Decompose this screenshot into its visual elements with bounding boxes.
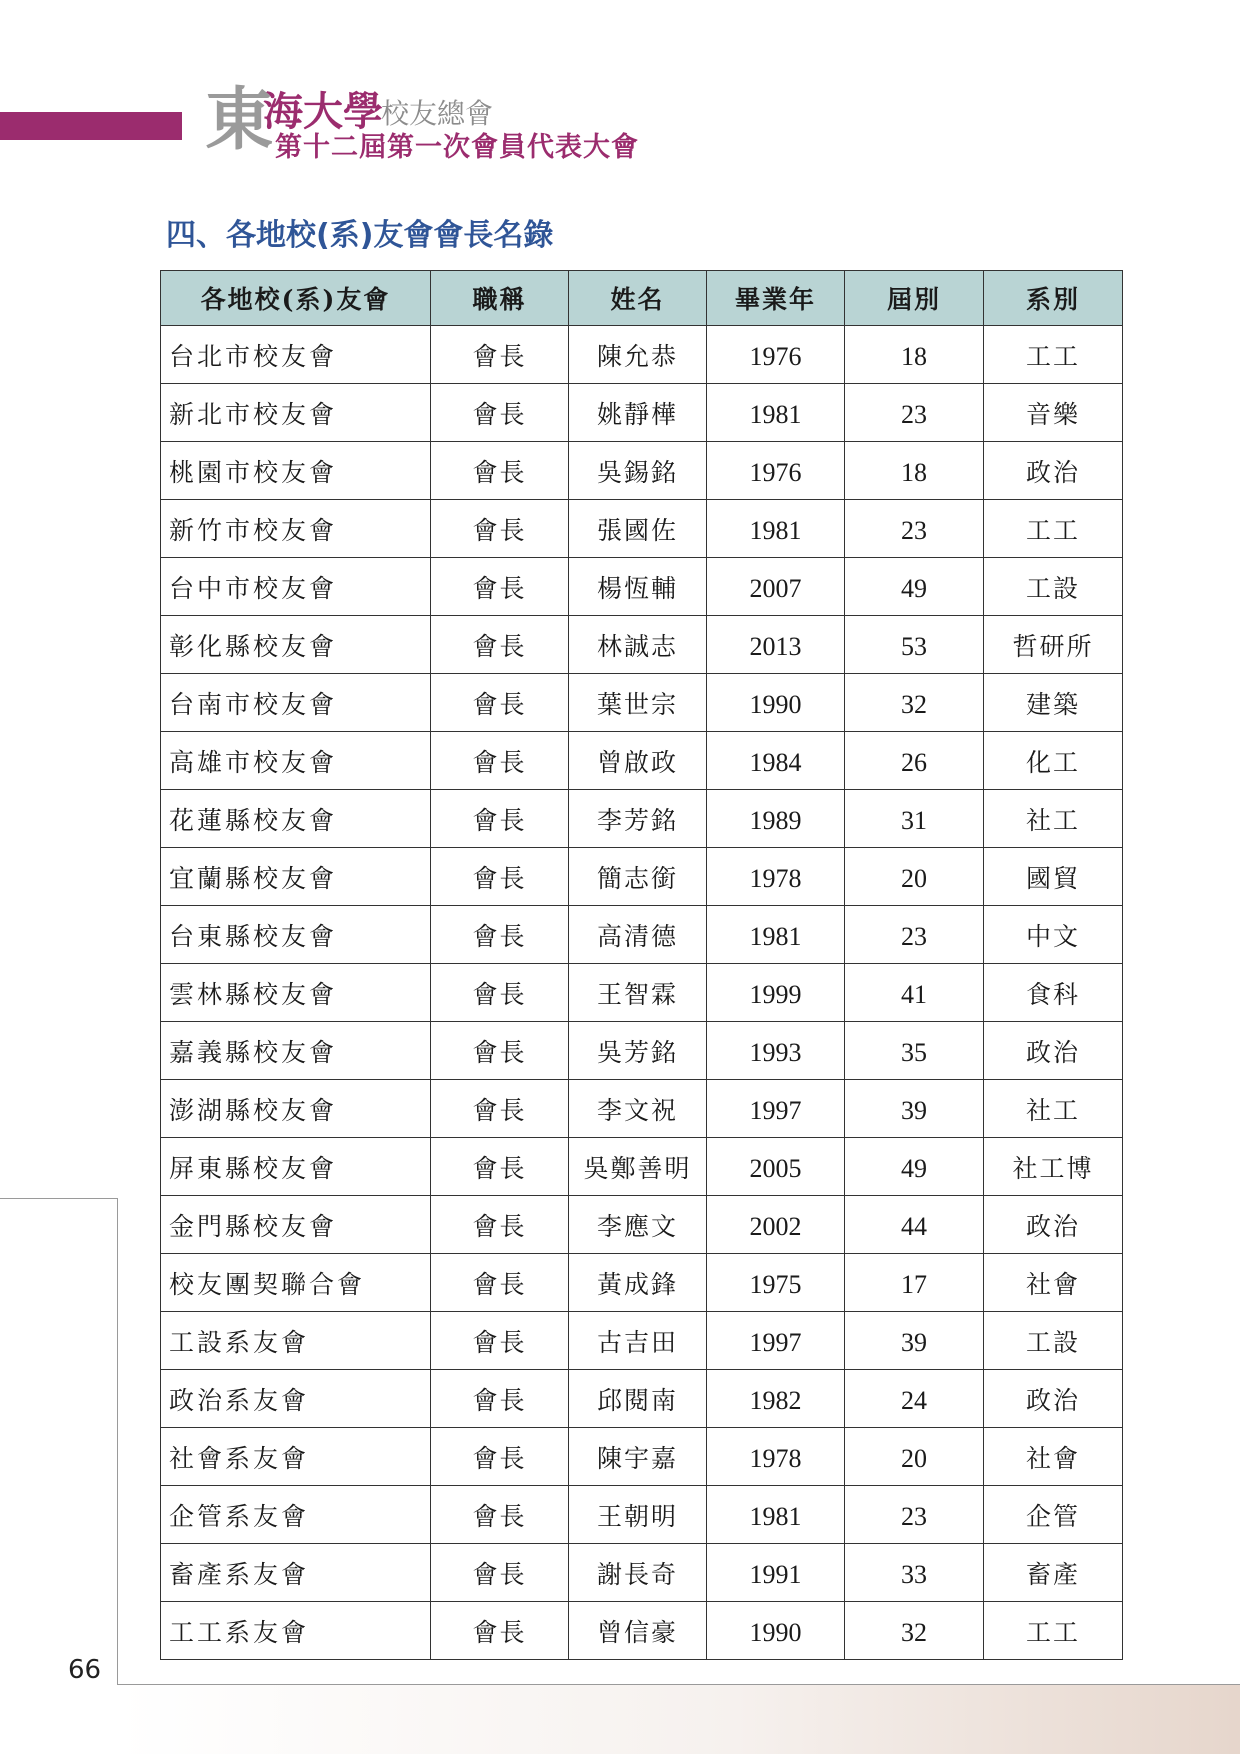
table-row	[161, 1080, 1123, 1138]
table-row	[161, 790, 1123, 848]
cell-association: 新竹市校友會	[161, 500, 431, 558]
cell-name: 謝長奇	[569, 1544, 707, 1602]
table-row	[161, 674, 1123, 732]
table-row	[161, 1486, 1123, 1544]
cell-department: 建築	[984, 674, 1123, 732]
cell-class-number: 41	[845, 964, 984, 1022]
cell-association: 企管系友會	[161, 1486, 431, 1544]
cell-department: 食科	[984, 964, 1123, 1022]
cell-department: 政治	[984, 1370, 1123, 1428]
cell-grad-year: 1981	[707, 1486, 845, 1544]
cell-class-number: 49	[845, 1138, 984, 1196]
presidents-roster-table	[160, 270, 1123, 1660]
cell-name: 黃成鋒	[569, 1254, 707, 1312]
cell-class-number: 35	[845, 1022, 984, 1080]
page-number: 66	[68, 1655, 102, 1685]
cell-title: 會長	[431, 848, 569, 906]
cell-association: 工設系友會	[161, 1312, 431, 1370]
cell-title: 會長	[431, 1370, 569, 1428]
cell-grad-year: 1999	[707, 964, 845, 1022]
table-row	[161, 1254, 1123, 1312]
table-row	[161, 732, 1123, 790]
cell-grad-year: 1981	[707, 906, 845, 964]
cell-name: 葉世宗	[569, 674, 707, 732]
cell-association: 台南市校友會	[161, 674, 431, 732]
table-row	[161, 1138, 1123, 1196]
cell-department: 國貿	[984, 848, 1123, 906]
cell-association: 宜蘭縣校友會	[161, 848, 431, 906]
cell-grad-year: 1993	[707, 1022, 845, 1080]
table-row	[161, 1312, 1123, 1370]
cell-grad-year: 1978	[707, 848, 845, 906]
cell-class-number: 20	[845, 848, 984, 906]
cell-association: 嘉義縣校友會	[161, 1022, 431, 1080]
table-row	[161, 384, 1123, 442]
cell-title: 會長	[431, 1080, 569, 1138]
cell-name: 陳允恭	[569, 326, 707, 384]
cell-class-number: 32	[845, 1602, 984, 1660]
header-grad-year: 畢業年	[707, 271, 845, 326]
cell-association: 澎湖縣校友會	[161, 1080, 431, 1138]
cell-name: 張國佐	[569, 500, 707, 558]
table-body	[161, 326, 1123, 1660]
header-title: 職稱	[431, 271, 569, 326]
cell-name: 李應文	[569, 1196, 707, 1254]
cell-department: 政治	[984, 1022, 1123, 1080]
table-row	[161, 1196, 1123, 1254]
cell-name: 古吉田	[569, 1312, 707, 1370]
cell-title: 會長	[431, 558, 569, 616]
cell-class-number: 23	[845, 1486, 984, 1544]
cell-department: 工工	[984, 1602, 1123, 1660]
cell-class-number: 26	[845, 732, 984, 790]
university-name: 海大學	[263, 88, 383, 135]
cell-grad-year: 1989	[707, 790, 845, 848]
cell-class-number: 44	[845, 1196, 984, 1254]
cell-title: 會長	[431, 1196, 569, 1254]
cell-grad-year: 1984	[707, 732, 845, 790]
table-row	[161, 1544, 1123, 1602]
cell-department: 音樂	[984, 384, 1123, 442]
cell-name: 陳宇嘉	[569, 1428, 707, 1486]
cell-department: 企管	[984, 1486, 1123, 1544]
cell-association: 彰化縣校友會	[161, 616, 431, 674]
cell-title: 會長	[431, 1486, 569, 1544]
cell-department: 社工	[984, 790, 1123, 848]
table-row	[161, 964, 1123, 1022]
header-accent-bar	[0, 112, 182, 140]
cell-class-number: 39	[845, 1080, 984, 1138]
cell-name: 王智霖	[569, 964, 707, 1022]
table-header-row	[161, 271, 1123, 326]
cell-class-number: 17	[845, 1254, 984, 1312]
cell-grad-year: 1991	[707, 1544, 845, 1602]
cell-title: 會長	[431, 1022, 569, 1080]
cell-grad-year: 2002	[707, 1196, 845, 1254]
cell-title: 會長	[431, 616, 569, 674]
frame-line	[0, 1198, 118, 1199]
cell-name: 邱閱南	[569, 1370, 707, 1428]
cell-class-number: 23	[845, 500, 984, 558]
cell-title: 會長	[431, 732, 569, 790]
cell-association: 台東縣校友會	[161, 906, 431, 964]
cell-title: 會長	[431, 1602, 569, 1660]
cell-department: 政治	[984, 1196, 1123, 1254]
cell-grad-year: 1976	[707, 442, 845, 500]
cell-department: 畜產	[984, 1544, 1123, 1602]
cell-association: 政治系友會	[161, 1370, 431, 1428]
table-row	[161, 442, 1123, 500]
table-row	[161, 616, 1123, 674]
cell-department: 社會	[984, 1428, 1123, 1486]
table-row	[161, 1602, 1123, 1660]
cell-name: 楊恆輔	[569, 558, 707, 616]
cell-grad-year: 1978	[707, 1428, 845, 1486]
cell-class-number: 32	[845, 674, 984, 732]
cell-class-number: 53	[845, 616, 984, 674]
cell-title: 會長	[431, 442, 569, 500]
cell-department: 化工	[984, 732, 1123, 790]
cell-name: 姚靜樺	[569, 384, 707, 442]
cell-class-number: 23	[845, 906, 984, 964]
cell-name: 吳芳銘	[569, 1022, 707, 1080]
cell-grad-year: 1990	[707, 674, 845, 732]
cell-grad-year: 1997	[707, 1080, 845, 1138]
cell-grad-year: 1976	[707, 326, 845, 384]
frame-line	[117, 1198, 118, 1684]
table-row	[161, 558, 1123, 616]
cell-title: 會長	[431, 964, 569, 1022]
cell-department: 中文	[984, 906, 1123, 964]
cell-association: 台北市校友會	[161, 326, 431, 384]
cell-title: 會長	[431, 674, 569, 732]
cell-association: 校友團契聯合會	[161, 1254, 431, 1312]
cell-grad-year: 1981	[707, 384, 845, 442]
cell-title: 會長	[431, 1312, 569, 1370]
meeting-title: 第十二屆第一次會員代表大會	[275, 132, 639, 163]
cell-department: 工設	[984, 1312, 1123, 1370]
table-row	[161, 500, 1123, 558]
footer-band	[118, 1685, 1240, 1754]
cell-grad-year: 1975	[707, 1254, 845, 1312]
cell-name: 曾信豪	[569, 1602, 707, 1660]
cell-class-number: 20	[845, 1428, 984, 1486]
cell-association: 屏東縣校友會	[161, 1138, 431, 1196]
header-association: 各地校(系)友會	[161, 271, 431, 326]
cell-name: 吳錫銘	[569, 442, 707, 500]
cell-association: 新北市校友會	[161, 384, 431, 442]
header-department: 系別	[984, 271, 1123, 326]
cell-title: 會長	[431, 790, 569, 848]
cell-grad-year: 2005	[707, 1138, 845, 1196]
cell-grad-year: 2007	[707, 558, 845, 616]
logo-char: 東	[205, 80, 274, 160]
cell-name: 李文祝	[569, 1080, 707, 1138]
section-title: 四、各地校(系)友會會長名錄	[166, 218, 554, 253]
cell-department: 工工	[984, 326, 1123, 384]
cell-name: 曾啟政	[569, 732, 707, 790]
cell-name: 李芳銘	[569, 790, 707, 848]
cell-class-number: 31	[845, 790, 984, 848]
table-row	[161, 848, 1123, 906]
cell-association: 高雄市校友會	[161, 732, 431, 790]
cell-grad-year: 1982	[707, 1370, 845, 1428]
association-name: 校友總會	[381, 97, 494, 130]
cell-association: 桃園市校友會	[161, 442, 431, 500]
cell-department: 社工博	[984, 1138, 1123, 1196]
cell-class-number: 24	[845, 1370, 984, 1428]
cell-class-number: 18	[845, 326, 984, 384]
header-name: 姓名	[569, 271, 707, 326]
cell-title: 會長	[431, 500, 569, 558]
cell-class-number: 39	[845, 1312, 984, 1370]
cell-name: 簡志銜	[569, 848, 707, 906]
cell-class-number: 23	[845, 384, 984, 442]
cell-association: 台中市校友會	[161, 558, 431, 616]
table-row	[161, 326, 1123, 384]
cell-title: 會長	[431, 384, 569, 442]
cell-grad-year: 1981	[707, 500, 845, 558]
cell-association: 工工系友會	[161, 1602, 431, 1660]
cell-department: 政治	[984, 442, 1123, 500]
table-row	[161, 1428, 1123, 1486]
cell-title: 會長	[431, 906, 569, 964]
cell-name: 林誠志	[569, 616, 707, 674]
header-class-number: 屆別	[845, 271, 984, 326]
cell-title: 會長	[431, 1254, 569, 1312]
cell-class-number: 18	[845, 442, 984, 500]
cell-title: 會長	[431, 1428, 569, 1486]
cell-title: 會長	[431, 1138, 569, 1196]
cell-grad-year: 2013	[707, 616, 845, 674]
cell-department: 工工	[984, 500, 1123, 558]
cell-association: 雲林縣校友會	[161, 964, 431, 1022]
table-row	[161, 906, 1123, 964]
cell-class-number: 33	[845, 1544, 984, 1602]
cell-name: 高清德	[569, 906, 707, 964]
table-row	[161, 1022, 1123, 1080]
cell-grad-year: 1997	[707, 1312, 845, 1370]
cell-department: 社會	[984, 1254, 1123, 1312]
cell-association: 社會系友會	[161, 1428, 431, 1486]
cell-class-number: 49	[845, 558, 984, 616]
cell-grad-year: 1990	[707, 1602, 845, 1660]
cell-department: 社工	[984, 1080, 1123, 1138]
cell-title: 會長	[431, 1544, 569, 1602]
cell-department: 哲研所	[984, 616, 1123, 674]
cell-name: 吳鄭善明	[569, 1138, 707, 1196]
cell-association: 花蓮縣校友會	[161, 790, 431, 848]
cell-association: 畜產系友會	[161, 1544, 431, 1602]
cell-title: 會長	[431, 326, 569, 384]
cell-name: 王朝明	[569, 1486, 707, 1544]
table-row	[161, 1370, 1123, 1428]
cell-department: 工設	[984, 558, 1123, 616]
cell-association: 金門縣校友會	[161, 1196, 431, 1254]
